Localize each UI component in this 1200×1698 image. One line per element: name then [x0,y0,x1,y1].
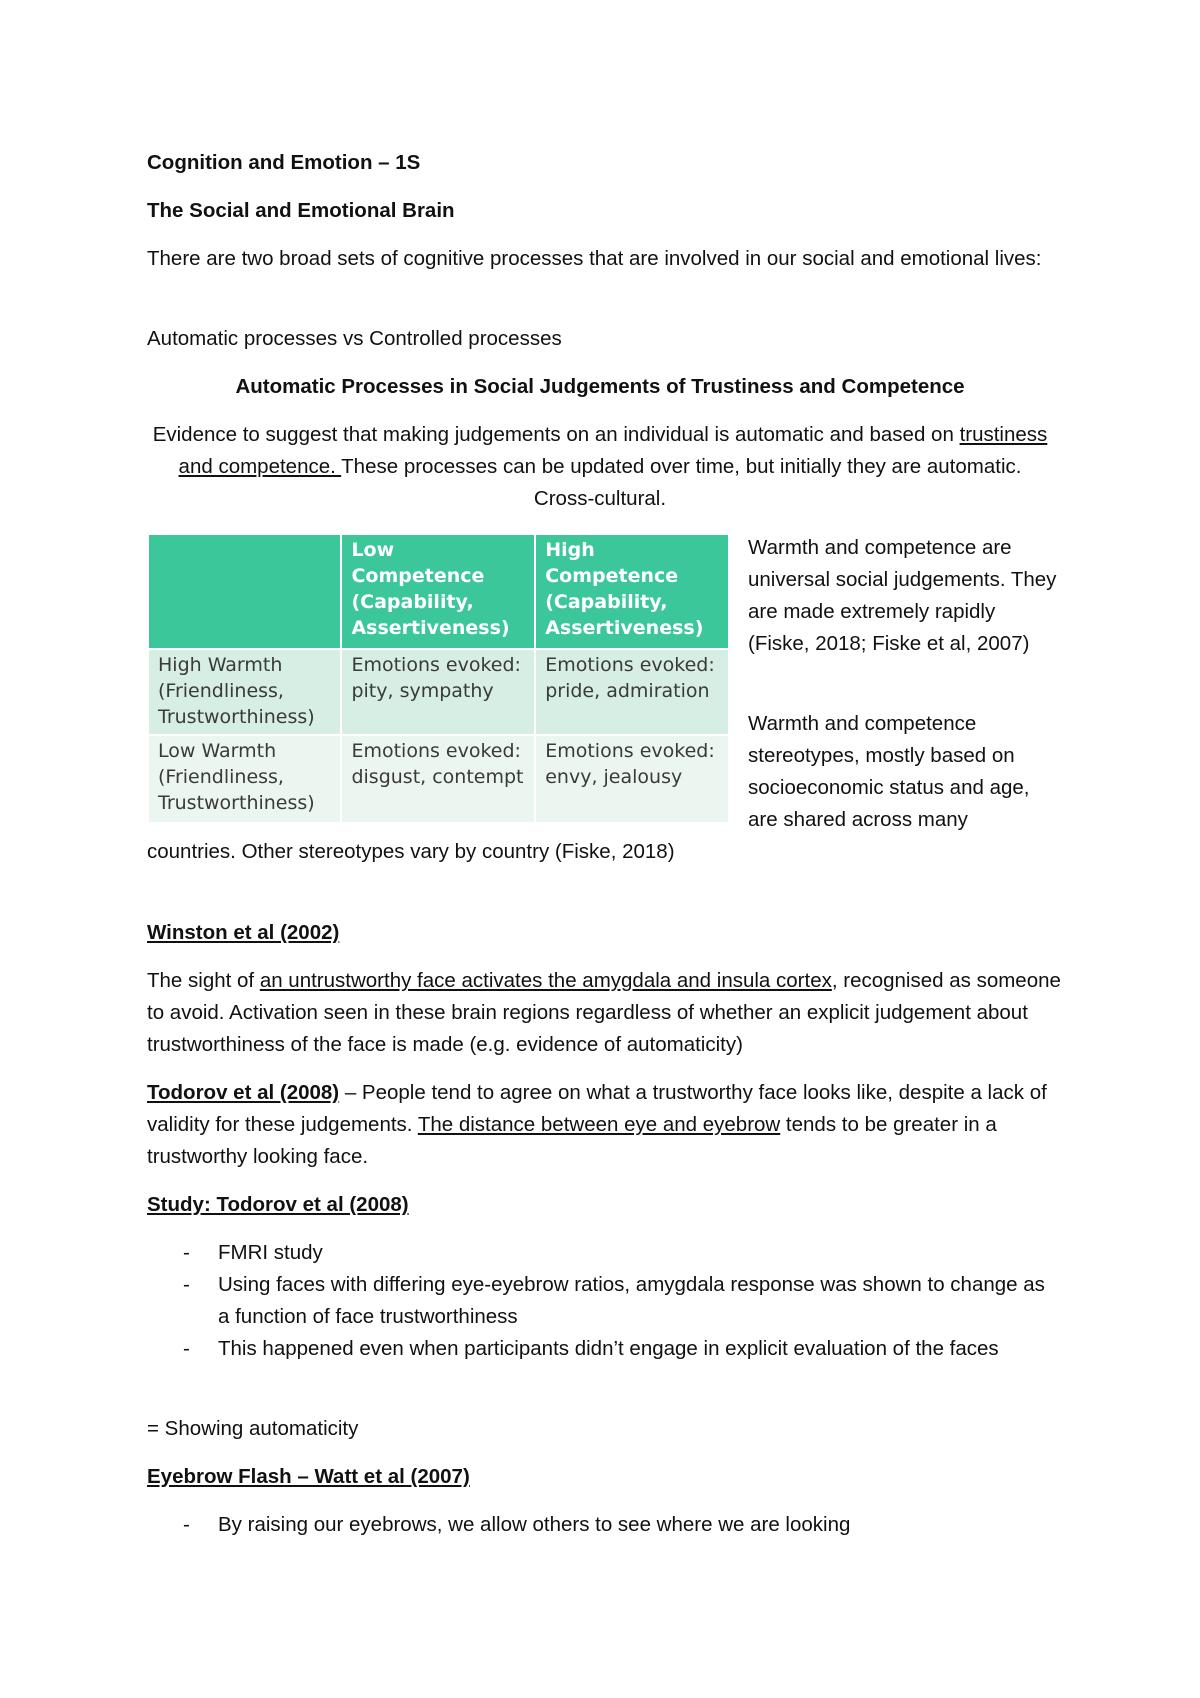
bullet-marker: - [183,1513,190,1536]
study-heading [147,1189,409,1221]
evidence-text-1: Evidence to suggest that making judgements on an individual is automatic and based on [152,423,960,446]
table-cell: Emotions evoked: pride, admiration [535,649,729,735]
side-note-1: Warmth and competence are universal social judgements. They are made extremely rapidly (Fiske, 2018; Fiske et al, 2007) [748,536,1057,655]
document-title: Cognition and Emotion – 1S [147,151,421,174]
side-note-2: Warmth and competence stereotypes, mostly based on socioeconomic status and age, are shared across many [748,712,1030,831]
study-heading-text: Study: Todorov et al (2008) [147,1193,409,1216]
table-cell: Emotions evoked: disgust, contempt [341,735,535,823]
winston-paragraph [147,965,1072,1061]
todorov-text-2: tends to be greater in a trustworthy looking face. [147,1113,997,1168]
bullet-marker: - [183,1241,190,1264]
eyebrow-heading-text: Eyebrow Flash – Watt et al (2007) [147,1465,470,1488]
table-row [148,649,729,735]
table-cell: Low Warmth (Friendliness, Trustworthiness) [148,735,341,823]
table-cell: Emotions evoked: envy, jealousy [535,735,729,823]
processes-line: Automatic processes vs Controlled processes [147,327,562,350]
todorov-ref: Todorov et al (2008) [147,1081,340,1104]
eyebrow-heading [147,1461,470,1493]
winston-underlined: an untrustworthy face activates the amygdala and insula cortex [259,969,832,992]
document-subtitle: The Social and Emotional Brain [147,199,455,222]
intro-paragraph: There are two broad sets of cognitive processes that are involved in our social and emotional lives: [147,247,1042,270]
todorov-text-1: – People tend to agree on what a trustworthy face looks like, despite a lack of validity for these judgements. [147,1081,1047,1136]
table-header-cell: High Competence (Capability, Assertiveness) [535,534,729,649]
eyebrow-bullet: By raising our eyebrows, we allow others to see where we are looking [218,1513,851,1536]
evidence-paragraph [147,419,1053,515]
winston-text-1: The sight of [147,969,260,992]
evidence-text-2: These processes can be updated over time, but initially they are automatic. Cross-cultural. [341,455,1022,510]
study-bullet: FMRI study [218,1241,323,1264]
winston-text-2: , recognised as someone to avoid. Activation seen in these brain regions regardless of whether an explicit judgement about trustworthiness of the face is made (e.g. evidence of automaticity) [147,969,1061,1056]
table-header-cell [148,534,341,649]
warmth-competence-table [147,533,730,824]
table-row [148,735,729,823]
table-cell: High Warmth (Friendliness, Trustworthiness) [148,649,341,735]
table-cell: Emotions evoked: pity, sympathy [341,649,535,735]
side-note-continued: countries. Other stereotypes vary by country (Fiske, 2018) [147,840,675,863]
study-bullet: This happened even when participants didn’t engage in explicit evaluation of the faces [218,1337,999,1360]
evidence-underlined: trustiness and competence. [178,423,1048,478]
winston-heading-text: Winston et al (2002) [147,921,340,944]
todorov-underlined: The distance between eye and eyebrow [417,1113,781,1136]
study-bullet: Using faces with differing eye-eyebrow ratios, amygdala response was shown to change as a function of face trustworthiness [218,1273,1045,1328]
todorov-paragraph [147,1077,1072,1173]
section-heading: Automatic Processes in Social Judgements of Trustiness and Competence [235,375,965,398]
bullet-marker: - [183,1337,190,1360]
winston-heading [147,917,339,949]
table-header-cell: Low Competence (Capability, Assertiveness) [341,534,535,649]
study-conclusion: = Showing automaticity [147,1417,359,1440]
bullet-marker: - [183,1273,190,1296]
table-header-row [148,534,729,649]
